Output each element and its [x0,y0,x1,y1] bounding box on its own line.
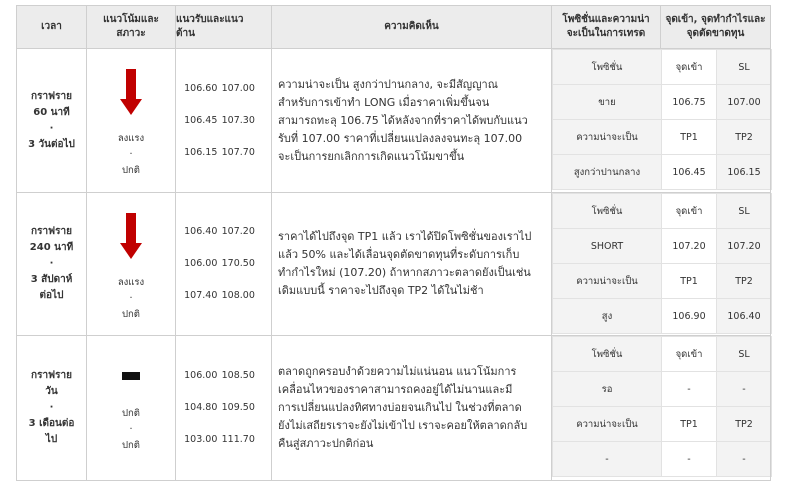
levels-cell [176,336,272,481]
subtable-row [553,50,772,85]
level-pair [176,424,271,456]
resistance-value: 107.00 [221,82,255,94]
subtable-row [553,299,772,334]
trend-text: ปกติ [122,408,140,419]
entry-value: 107.20 [662,229,717,264]
trend-text: ลงแรง [117,133,145,144]
resistance-value: 170.50 [221,258,255,269]
support-value: 106.15 [184,146,218,158]
timeframe-text: · [49,258,54,269]
support-value: 106.40 [184,226,218,237]
comment-line: สามารถทะลุ 106.75 ได้หลังจากที่ราคาได้พบกับแนว [278,113,528,127]
timeframe-text: ไป [45,434,58,445]
resistance-value: 111.70 [221,434,255,445]
resistance-value: 109.50 [221,402,255,413]
level-pair [176,73,271,105]
down-arrow-icon [121,69,141,119]
comment-line: รับที่ 107.00 ราคาที่เปลี่ยนแปลงลงจนทะลุ 107.00 [278,131,523,145]
timeframe-text: ต่อไป [39,290,64,301]
support-value: 106.60 [184,82,218,94]
comment-line: ความน่าจะเป็น สูงกว่าปานกลาง, จะมีสัญญาณ [278,77,498,91]
header-trend: แนวโน้มและ สภาวะ [87,6,176,49]
entry-value: 106.45 [662,155,717,190]
support-value: 103.00 [184,434,218,445]
trend-text: ปกติ [122,440,140,451]
position-label: โพซิชั่น [553,337,662,372]
analysis-row [17,193,771,336]
header-time: เวลา [17,6,87,49]
entry-value: - [662,442,717,477]
comment-line: ยังไม่เสถียรเราจะยังไม่เข้าไป เราจะคอยให้ตลาดกลับ [278,419,528,432]
position-label: โพซิชั่น [553,194,662,229]
entry-value: - [662,372,717,407]
levels-cell [176,193,272,336]
comment-line: ทำกำไรใหม่ (107.20) ถ้าหากสภาวะตลาดยังเป็นเช่น [278,266,531,279]
header-comment: ความคิดเห็น [272,6,552,49]
resistance-value: 107.30 [221,114,255,126]
subtable-row [553,407,772,442]
trend-text: · [129,424,133,435]
subtable-row [553,85,772,120]
levels-cell [176,49,272,193]
position-subtable [552,49,772,190]
down-arrow-icon [121,213,141,263]
entry-value: จุดเข้า [662,50,717,85]
subtable-row [553,229,772,264]
subtable-row [553,194,772,229]
resistance-value: 107.70 [221,146,255,158]
entry-value: TP1 [662,264,717,299]
timeframe-text: 60 นาที [33,106,70,118]
timeframe-cell [17,336,87,481]
timeframe-cell [17,49,87,193]
sl-value: - [717,442,772,477]
resistance-value: 108.00 [221,290,255,301]
sl-value: TP2 [717,264,772,299]
position-label: สูง [553,299,662,334]
trend-text: · [129,149,133,160]
trend-cell [87,193,176,336]
entry-value: TP1 [662,120,717,155]
entry-value: จุดเข้า [662,337,717,372]
subtable-row [553,155,772,190]
level-pair [176,137,271,169]
level-pair [176,216,271,248]
position-label: ความน่าจะเป็น [553,264,662,299]
trend-cell [87,336,176,481]
header-entry: จุดเข้า, จุดทำกำไรและ จุดตัดขาดทุน [661,6,771,49]
entry-value: จุดเข้า [662,194,717,229]
timeframe-text: 3 สัปดาห์ [30,274,73,285]
timeframe-text: · [49,122,54,134]
position-label: - [553,442,662,477]
analysis-row [17,336,771,481]
timeframe-text: · [49,402,54,413]
subtable-row [553,442,772,477]
entry-value: 106.90 [662,299,717,334]
position-label: ความน่าจะเป็น [553,120,662,155]
sl-value: SL [717,337,772,372]
header-levels: แนวรับและแนว ต้าน [176,6,272,49]
level-pair [176,280,271,312]
support-value: 106.00 [184,370,218,381]
timeframe-text: กราฟราย [31,226,72,237]
trend-cell [87,49,176,193]
entry-value: 106.75 [662,85,717,120]
sl-value: SL [717,50,772,85]
comment-line: การเปลี่ยนแปลงทิศทางบ่อยจนเกินไป ในช่วงที่ตลาด [278,401,522,414]
sl-value: SL [717,194,772,229]
resistance-value: 108.50 [221,370,255,381]
timeframe-text: 240 นาที [29,242,74,253]
timeframe-cell [17,193,87,336]
position-entry-cell [552,193,771,336]
timeframe-text: 3 วันต่อไป [28,138,75,150]
subtable-row [553,120,772,155]
level-pair [176,248,271,280]
position-subtable [552,336,772,477]
subtable-row [553,264,772,299]
analysis-row [17,49,771,193]
position-entry-cell [552,49,771,193]
support-value: 106.00 [184,258,218,269]
position-entry-cell [552,336,771,481]
resistance-value: 107.20 [221,226,255,237]
trading-analysis-table [16,5,771,481]
sl-value: 106.40 [717,299,772,334]
comment-line: เคลื่อนไหวของราคาสามารถคงอยู่ได้ไม่นานและมี [278,383,513,396]
level-pair [176,392,271,424]
position-label: ความน่าจะเป็น [553,407,662,442]
header-position: โพซิชั่นและความน่า จะเป็นในการเทรด [552,6,661,49]
position-label: ขาย [553,85,662,120]
timeframe-text: กราฟราย [31,370,72,381]
subtable-row [553,337,772,372]
support-value: 106.45 [184,114,218,126]
comment-line: คืนสู่สภาวะปกติก่อน [278,437,374,450]
sl-value: 107.20 [717,229,772,264]
flat-dash-icon [122,372,140,380]
trend-text: · [129,293,133,304]
comment-line: ราคาได้ไปถึงจุด TP1 แล้ว เราได้ปิดโพซิชั่นของเราไป [278,230,532,243]
position-label: โพซิชั่น [553,50,662,85]
comment-line: ตลาดถูกครอบงำด้วยความไม่แน่นอน แนวโน้มการ [278,365,517,378]
header-row [17,6,771,49]
sl-value: 107.00 [717,85,772,120]
timeframe-text: กราฟราย [31,90,72,102]
comment-line: เดิมแบบนี้ ราคาจะไปถึงจุด TP2 ได้ในไม่ช้า [278,284,484,297]
subtable-row [553,372,772,407]
sl-value: TP2 [717,407,772,442]
comment-cell [272,336,552,481]
trend-text: ลงแรง [117,277,145,288]
comment-line: สำหรับการเข้าทำ LONG เมื่อราคาเพิ่มขึ้นจน [278,95,490,109]
support-value: 107.40 [184,290,218,301]
comment-line: แล้ว 50% และได้เลื่อนจุดตัดขาดทุนที่ระดับการเก็บ [278,248,520,261]
level-pair [176,105,271,137]
level-pair [176,360,271,392]
comment-cell [272,193,552,336]
timeframe-text: วัน [45,386,58,397]
position-label: รอ [553,372,662,407]
timeframe-text: 3 เดือนต่อ [28,418,75,429]
entry-value: TP1 [662,407,717,442]
comment-line: จะเป็นการยกเลิกการเกิดแนวโน้มขาขึ้น [278,149,465,163]
comment-cell [272,49,552,193]
trend-text: ปกติ [122,309,140,320]
support-value: 104.80 [184,402,218,413]
position-label: สูงกว่าปานกลาง [553,155,662,190]
position-subtable [552,193,772,334]
sl-value: 106.15 [717,155,772,190]
sl-value: TP2 [717,120,772,155]
trend-text: ปกติ [122,165,140,176]
sl-value: - [717,372,772,407]
position-label: SHORT [553,229,662,264]
